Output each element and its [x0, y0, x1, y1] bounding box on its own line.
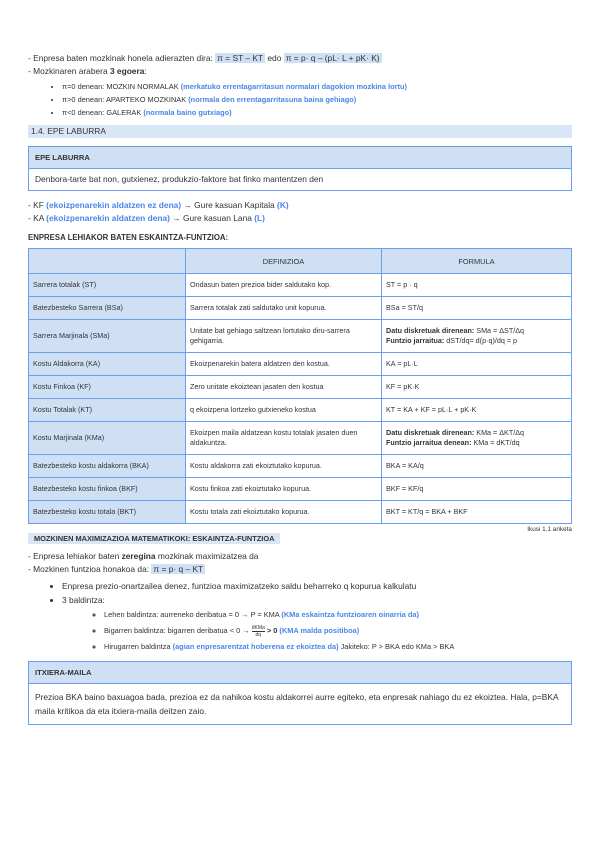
- table-row: Kostu Totalak (KT) q ekoizpena lortzeko gutxieneko kostua KT = KA + KF = pL·L + pK·K: [29, 399, 572, 422]
- table-row: Kostu Finkoa (KF) Zero unitate ekoiztean jasaten den kostua KF = pK·K: [29, 376, 572, 399]
- factor-ka: - KA (ekoizpenarekin aldatzen dena) → Gure kasuan Lana (L): [28, 213, 265, 223]
- profit-formula-2: π = p· q – (pL· L + pK· K): [285, 53, 380, 63]
- max-line-1: - Enpresa lehiakor baten zeregina mozkinak maximizatzea da: [28, 551, 259, 561]
- list-item: • π<0 denean: GALERAK (normala baino gutxiago): [62, 106, 572, 119]
- table-row: Batezbesteko kostu finkoa (BKF) Kostu finkoa zati ekoiztutako kopurua. BKF = KF/q: [29, 478, 572, 501]
- table-caption: Ikusi 1.1 ariketa: [527, 526, 572, 533]
- itxiera-maila-heading: ITXIERA-MAILA: [28, 661, 572, 684]
- list-item: • π=0 denean: MOZKIN NORMALAK (merkatuko errentagarritasun normalari dagokion mozkina lortu): [62, 80, 572, 93]
- table-row: Kostu Marjinala (KMa) Ekoizpen maila aldatzean kostu totalak jasaten duen aldakuntza. Datu diskretuak direnean: KMa = ΔKT/Δq Funtzio jarraitua denean: KMa = dKT/dq: [29, 422, 572, 455]
- condition-1: ◦ Lehen baldintza: aurreneko deribatua = 0 → P = KMA (KMa eskaintza funtzioaren oinarria da): [104, 607, 572, 623]
- epe-laburra-heading: EPE LABURRA: [28, 146, 572, 169]
- table-row: Sarrera Marjinala (SMa) Unitate bat gehiago saltzean lortutako diru-sarrera gehigarria. Datu diskretuak direnean: SMa = ΔST/Δq Funtzio jarraitua: dST/dq= d(p·q)/dq = p: [29, 320, 572, 353]
- itxiera-maila-body: Prezioa BKA baino baxuagoa bada, prezioa ez da nahikoa kostu aldakorrei aurre egiteko, eta enpresak nahiago du ez ekoiztea. Hala, p=BKA maila kritikoa da eta itxiera-maila deitzen zaio.: [28, 684, 572, 725]
- table-row: Sarrera totalak (ST) Ondasun baten prezioa bider saldutako kop. ST = p · q: [29, 274, 572, 297]
- conditions-list: [62, 607, 572, 655]
- table-row: Batezbesteko kostu totala (BKT) Kostu totala zati ekoiztutako kopurua. BKT = KT/q = BKA + BKF: [29, 501, 572, 524]
- intro-line-2: - Mozkinaren arabera 3 egoera:: [28, 66, 147, 76]
- document-page: [28, 52, 572, 725]
- table-row: Batezbesteko Sarrera (BSa) Sarrera totalak zati saldutako unit kopurua. BSa = ST/q: [29, 297, 572, 320]
- header-formula: FORMULA: [382, 249, 572, 274]
- supply-function-table: [28, 248, 572, 524]
- profit-cases-list: [28, 80, 572, 119]
- list-item: • 3 baldintza: ◦ Lehen baldintza: aurreneko deribatua = 0 → P = KMA (KMa eskaintza funtzioaren oinarria da) ◦ Bigarren baldintza: bigarren deribatua < 0 → $\frac{\text{dKMa}}{dq}$ > 0 (KMA malda positiboa) ◦ Hirugarren baldintza (agian enpresarentzat hoberena ez ekoiztea da) Jakiteko: P > BKA edo KMa > BKA: [62, 593, 572, 655]
- epe-laburra-definition: Denbora-tarte bat non, gutxienez, produkzio-faktore bat finko mantentzen den: [28, 169, 572, 191]
- list-item: • π>0 denean: APARTEKO MOZKINAK (normala den errentagarritasuna baina gehiago): [62, 93, 572, 106]
- intro-line-1: - Enpresa baten mozkinak honela adierazten dira: π = ST – KT edo π = p· q – (pL· L + pK· K): [28, 53, 380, 63]
- maximization-section-tag: MOZKINEN MAXIMIZAZIOA MATEMATIKOKI: ESKAINTZA-FUNTZIOA: [28, 533, 280, 544]
- list-item: • Enpresa prezio-onartzailea denez, funtzioa maximizatzeko saldu beharreko q kopurua kalkulatu: [62, 579, 572, 593]
- condition-3: ◦ Hirugarren baldintza (agian enpresarentzat hoberena ez ekoiztea da) Jakiteko: P > BKA edo KMa > BKA: [104, 639, 572, 655]
- profit-function-formula: π = p· q – KT: [153, 564, 204, 574]
- table-header-row: [29, 249, 572, 274]
- header-definizioa: DEFINIZIOA: [186, 249, 382, 274]
- max-line-2: - Mozkinen funtzioa honakoa da: π = p· q – KT: [28, 564, 204, 574]
- factor-kf: - KF (ekoizpenarekin aldatzen ez dena) → Gure kasuan Kapitala (K): [28, 200, 289, 210]
- profit-formula-1: π = ST – KT: [217, 53, 264, 63]
- factors-list: [28, 199, 572, 225]
- maximization-list: [28, 579, 572, 655]
- table-row: Batezbesteko kostu aldakorra (BKA) Kostu aldakorra zati ekoiztutako kopurua. BKA = KA/q: [29, 455, 572, 478]
- derivative-fraction: $\frac{\text{dKMa}}{dq}$: [251, 624, 265, 638]
- section-title: 1.4. EPE LABURRA: [28, 125, 572, 138]
- table-title: ENPRESA LEHIAKOR BATEN ESKAINTZA-FUNTZIOA:: [28, 233, 229, 242]
- table-row: Kostu Aldakorra (KA) Ekoizpenarekin batera aldatzen den kostua. KA = pL·L: [29, 353, 572, 376]
- condition-2: ◦ Bigarren baldintza: bigarren deribatua < 0 → $\frac{\text{dKMa}}{dq}$ > 0 (KMA malda positiboa): [104, 623, 572, 639]
